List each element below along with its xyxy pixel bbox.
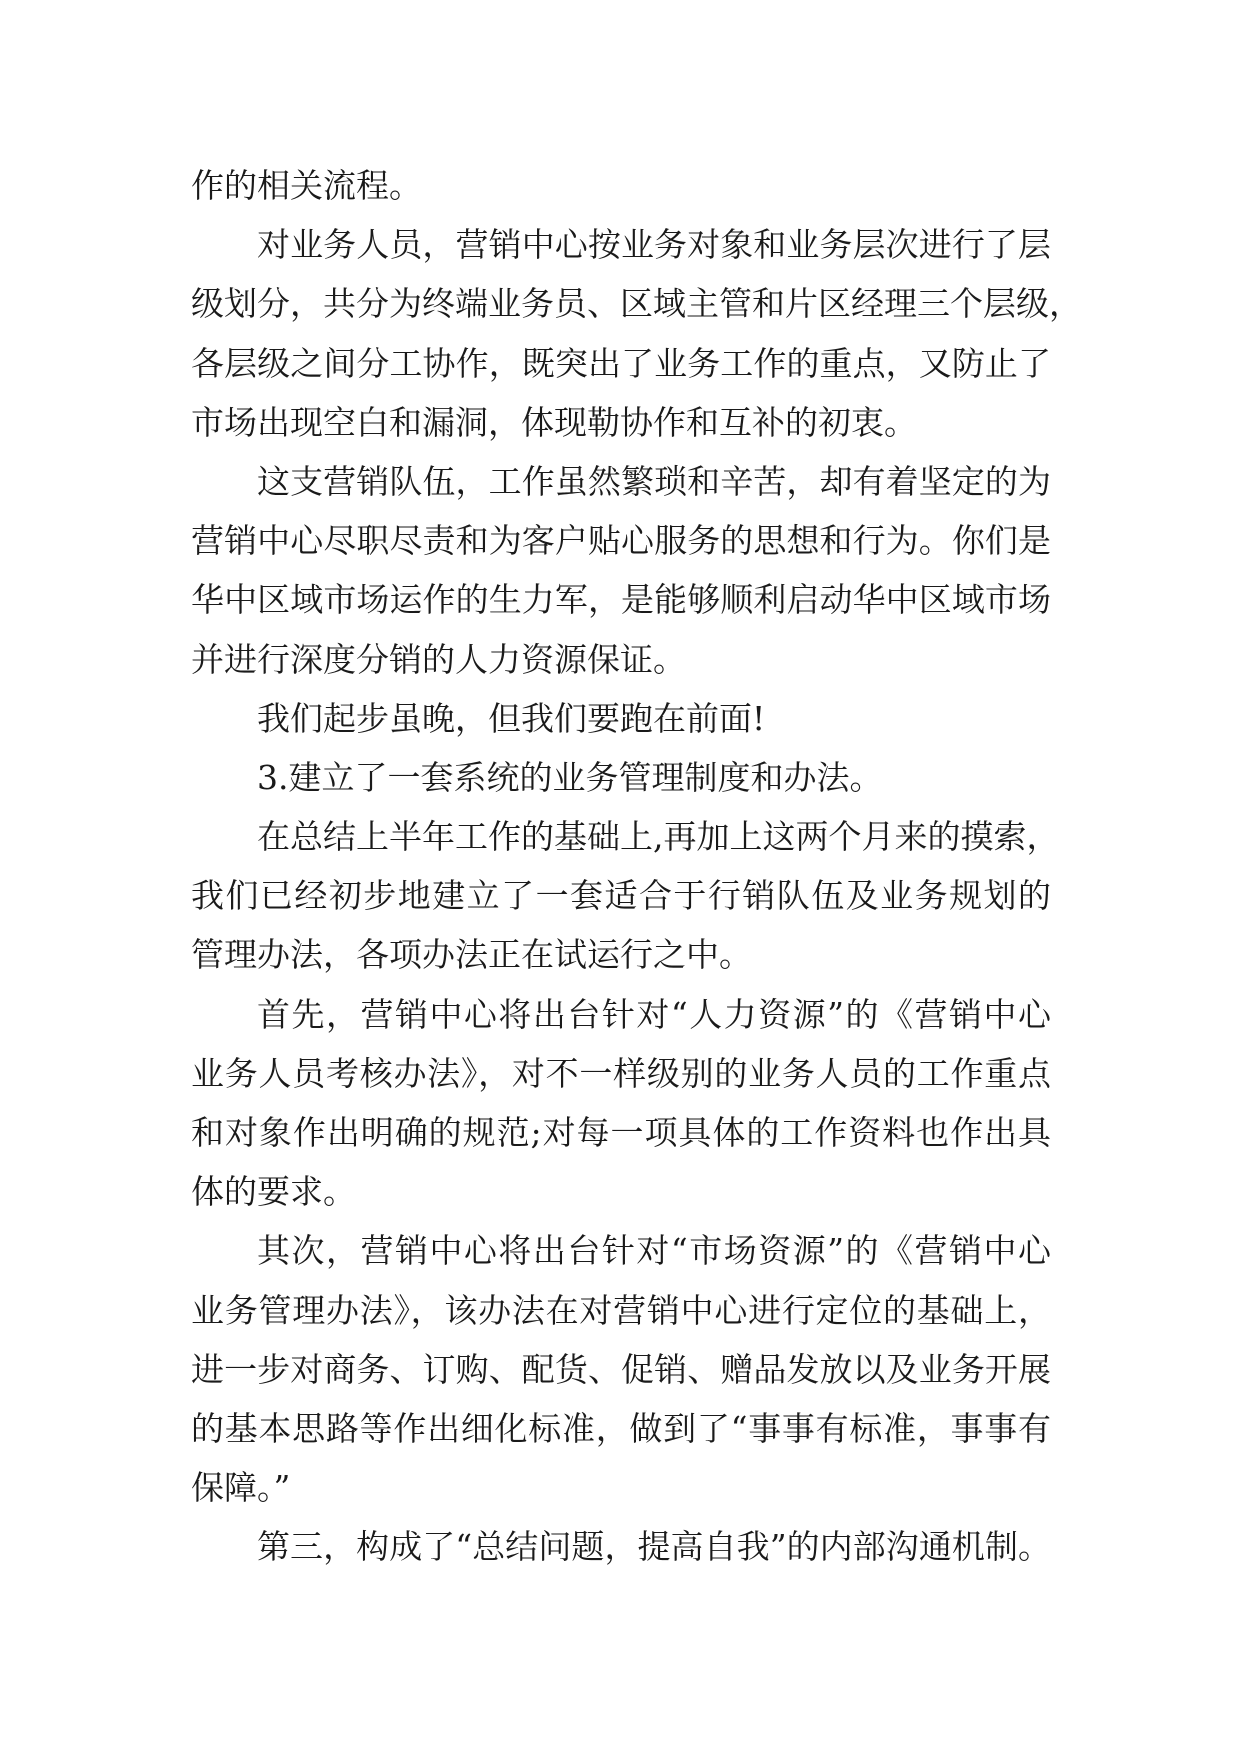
text-line: 华中区域市场运作的生力军，是能够顺利启动华中区域市场 — [191, 580, 1051, 620]
text-line: 对业务人员，营销中心按业务对象和业务层次进行了层 — [257, 225, 1051, 265]
text-line: 作的相关流程。 — [191, 166, 422, 205]
text-line: 第三，构成了“总结问题，提高自我”的内部沟通机制。 — [257, 1527, 1051, 1567]
text-line: 其次，营销中心将出台针对“市场资源”的《营销中心 — [257, 1231, 1051, 1271]
text-line: 业务管理办法》，该办法在对营销中心进行定位的基础上， — [191, 1290, 1051, 1330]
text-line: 首先，营销中心将出台针对“人力资源”的《营销中心 — [257, 994, 1051, 1034]
text-line: 这支营销队伍，工作虽然繁琐和辛苦，却有着坚定的为 — [257, 461, 1051, 501]
text-line: 保障。” — [191, 1468, 291, 1508]
text-line: 在总结上半年工作的基础上,再加上这两个月来的摸索， — [257, 817, 1060, 857]
text-line: 营销中心尽职尽责和为客户贴心服务的思想和行为。你们是 — [191, 521, 1051, 561]
text-line: 级划分，共分为终端业务员、区域主管和片区经理三个层级， — [191, 284, 1082, 324]
text-line: 我们起步虽晚，但我们要跑在前面! — [257, 698, 766, 738]
text-line: 进一步对商务、订购、配货、促销、赠品发放以及业务开展 — [191, 1349, 1051, 1389]
text-line: 的基本思路等作出细化标准，做到了“事事有标准，事事有 — [191, 1408, 1051, 1448]
text-line: 市场出现空白和漏洞，体现勒协作和互补的初衷。 — [191, 402, 917, 442]
text-line: 并进行深度分销的人力资源保证。 — [191, 639, 686, 679]
text-line: 我们已经初步地建立了一套适合于行销队伍及业务规划的 — [191, 876, 1051, 916]
body-text — [191, 156, 1082, 1577]
text-line: 业务人员考核办法》，对不一样级别的业务人员的工作重点 — [191, 1053, 1051, 1093]
text-line: 3.建立了一套系统的业务管理制度和办法。 — [257, 757, 883, 797]
text-line: 各层级之间分工协作，既突出了业务工作的重点，又防止了 — [191, 343, 1051, 383]
text-line: 和对象作出明确的规范;对每一项具体的工作资料也作出具 — [191, 1113, 1051, 1152]
text-line: 体的要求。 — [191, 1172, 356, 1212]
text-line: 管理办法，各项办法正在试运行之中。 — [191, 935, 752, 975]
